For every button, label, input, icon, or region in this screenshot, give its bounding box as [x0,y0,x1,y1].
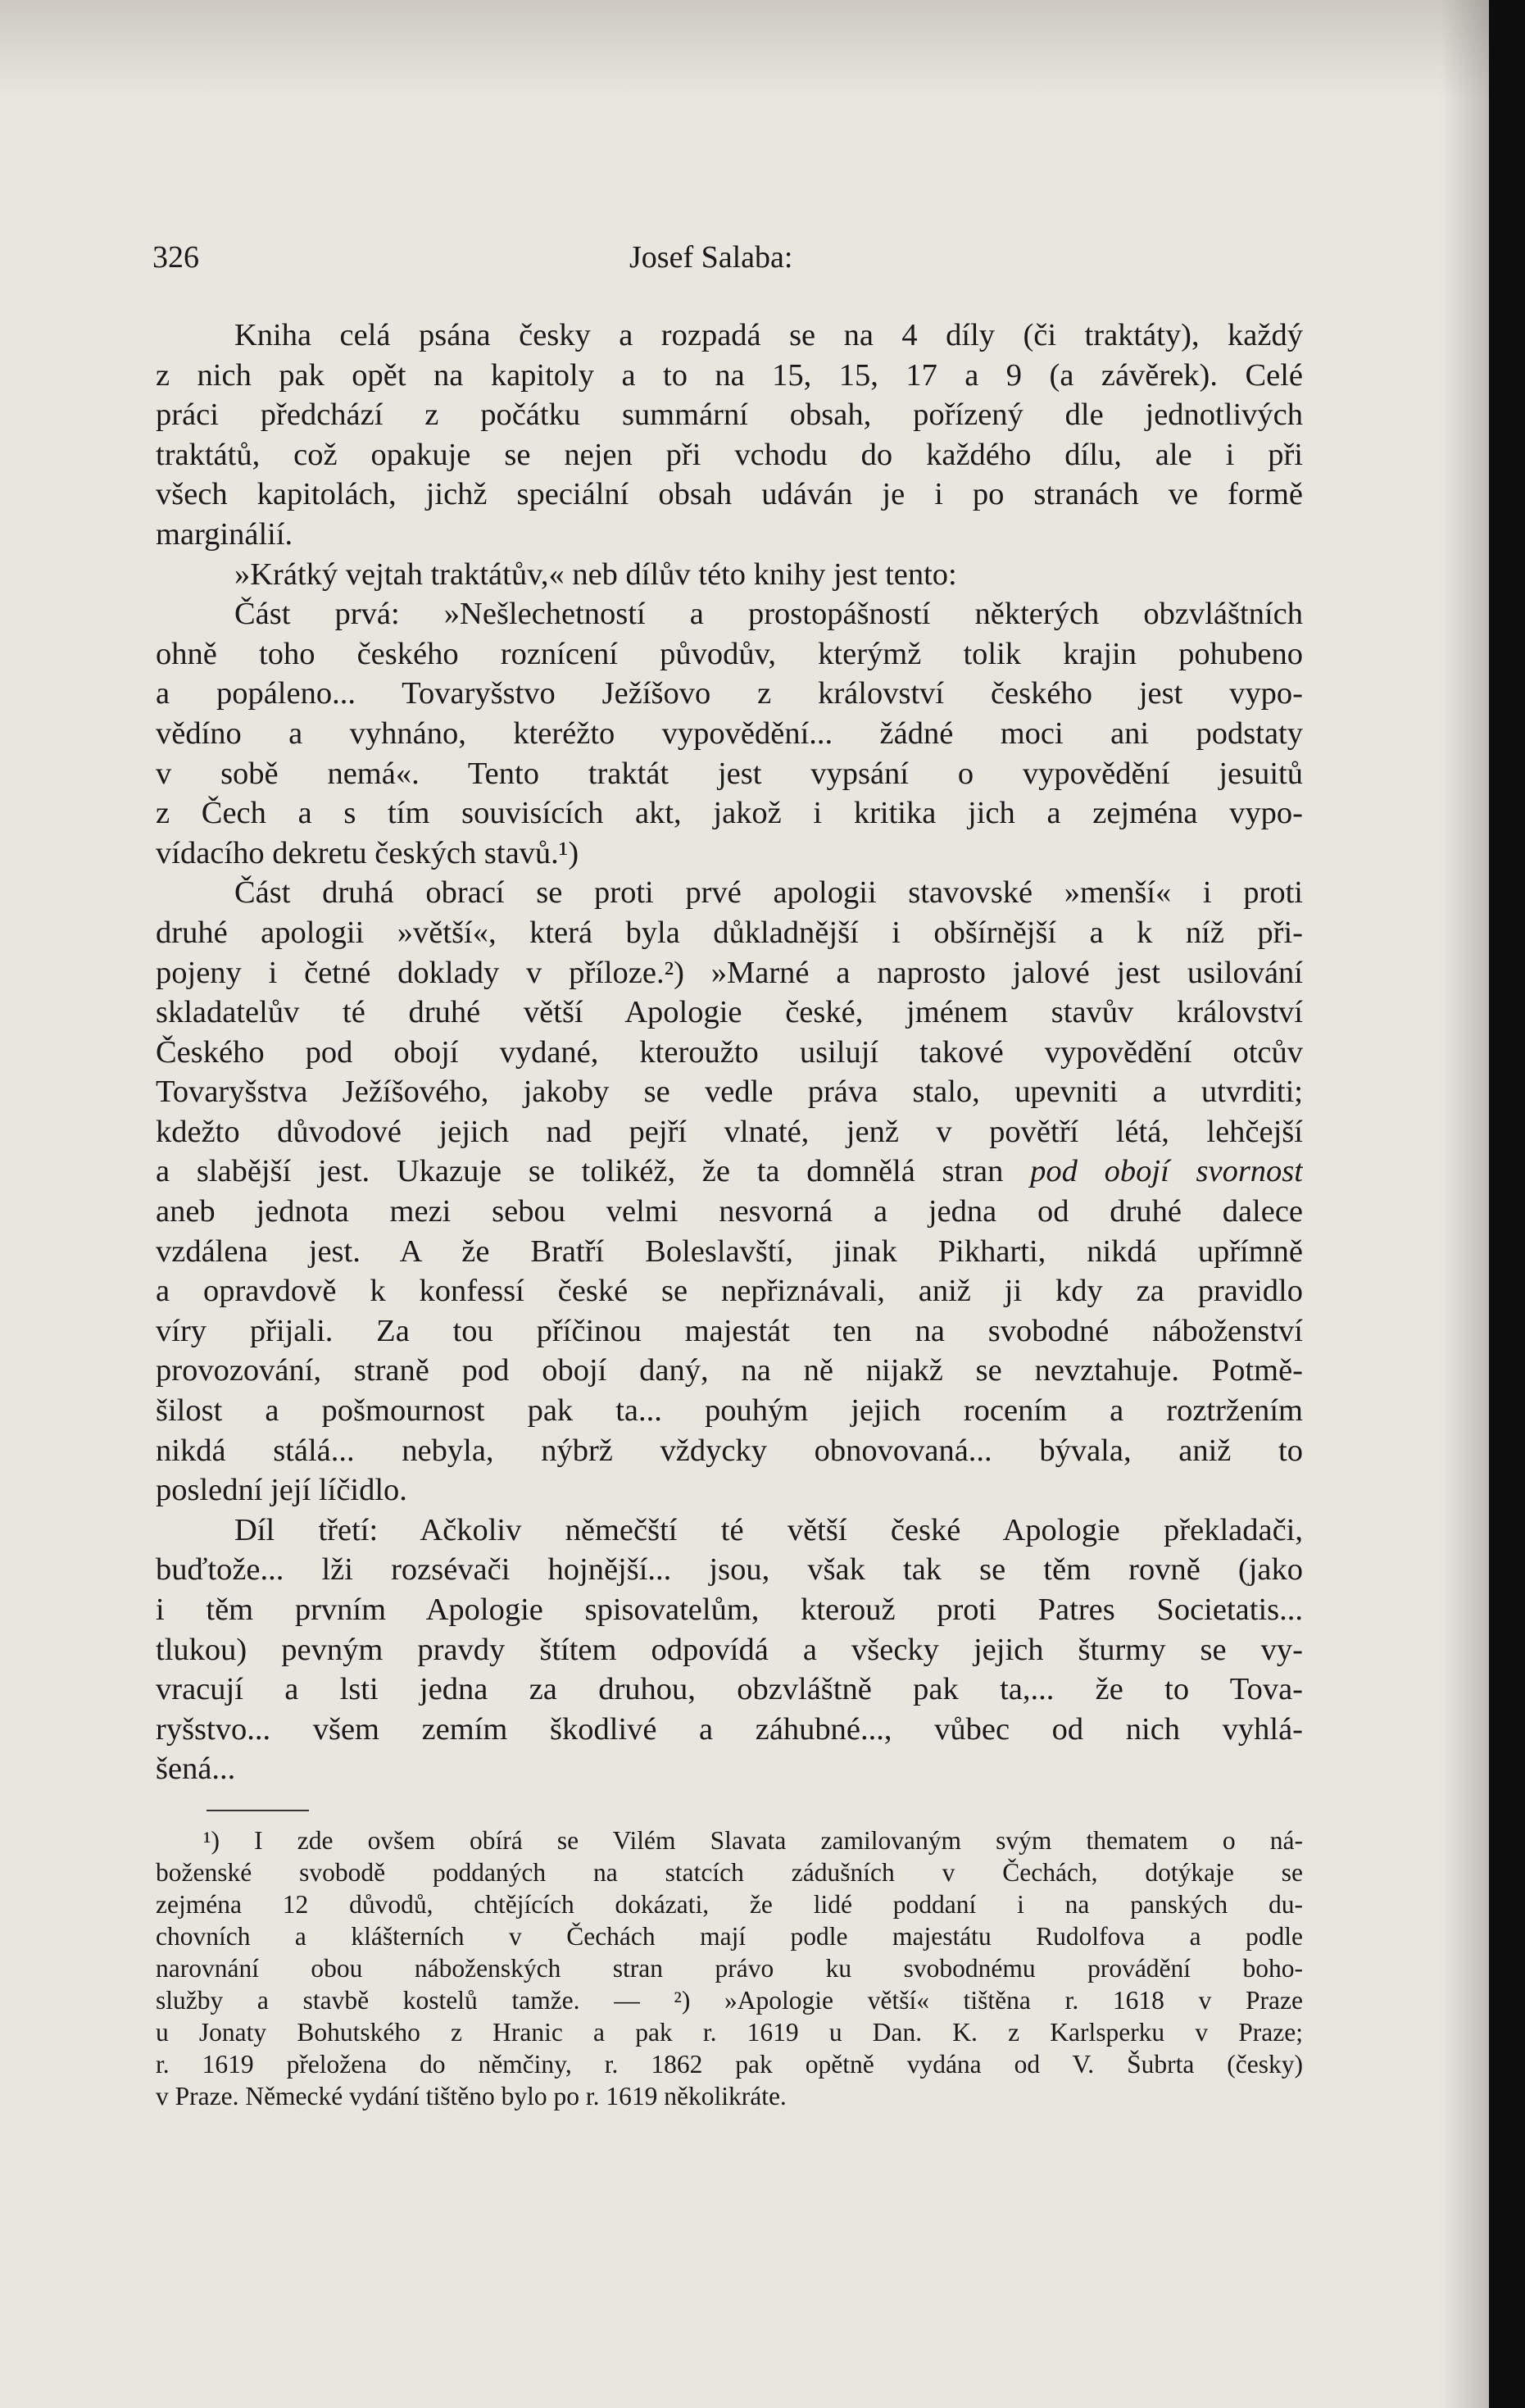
footnote-line: r. 1619 přeložena do němčiny, r. 1862 pak opětně vydána od V. Šubrta (česky) [156,2050,1303,2079]
text-line: vídacího dekretu českých stavů.¹) [156,835,579,870]
scanner-border [1489,0,1525,2408]
text-line: Část druhá obrací se proti prvé apologii stavovské »menší« i proti [234,875,1303,911]
page-number: 326 [152,240,199,275]
text-line: práci předchází z počátku summární obsah, pořízený dle jednotlivých [156,398,1303,433]
footnote-line: v Praze. Německé vydání tištěno bylo po r. 1619 několikráte. [156,2082,787,2110]
footnote-line: u Jonaty Bohutského z Hranic a pak r. 1619 u Dan. K. z Karlsperku v Praze; [156,2018,1303,2047]
footnote-line: služby a stavbě kostelů tamže. — ²) »Apologie větší« tištěna r. 1618 v Praze [156,1986,1303,2015]
running-header [152,239,1300,280]
text-line: poslední její líčidlo. [156,1473,407,1508]
footnote-separator [207,1810,309,1811]
footnotes [156,1824,1303,2112]
text-line: pojeny i četné doklady v příloze.²) »Marné a naprosto jalové jest usilování [156,955,1303,990]
text-line: z Čech a s tím souvisících akt, jakož i kritika jich a zejména vypo- [156,796,1303,831]
text-line: šená... [156,1751,236,1787]
body-text [156,316,1303,1789]
text-line: marginálií. [156,516,293,552]
scan-edge-shading [1440,0,1489,2408]
footnote-line: boženské svobodě poddaných na statcích zádušních v Čechách, dotýkaje se [156,1858,1303,1887]
text-line: vědíno a vyhnáno, kteréžto vypovědění... žádné moci ani podstaty [156,716,1303,751]
text-line: druhé apologii »větší«, která byla důkladnější i obšírnější a k níž při- [156,915,1303,950]
text-line: kdežto důvodové jejich nad pejří vlnaté, jenž v povětří létá, lehčejší [156,1114,1303,1149]
text-line: provozování, straně pod obojí daný, na ně nijakž se nevztahuje. Potmě- [156,1353,1303,1388]
text-line: vzdálena jest. A že Bratří Boleslavští, jinak Pikharti, nikdá upřímně [156,1234,1303,1269]
text-line: Část prvá: »Nešlechetností a prostopášností některých obzvláštních [234,597,1303,632]
text-line: »Krátký vejtah traktátův,« neb dílův této knihy jest tento: [234,557,957,592]
text-line: i těm prvním Apologie spisovatelům, kterouž proti Patres Societatis... [156,1592,1303,1627]
text-line: ohně toho českého roznícení původův, kterýmž tolik krajin pohubeno [156,636,1303,671]
text-line: skladatelův té druhé větší Apologie české, jménem stavův království [156,995,1303,1030]
running-title: Josef Salaba: [629,240,793,275]
text-line: šilost a pošmournost pak ta... pouhým jejich rocením a roztržením [156,1393,1303,1429]
text-line: tlukou) pevným pravdy štítem odpovídá a všecky jejich šturmy se vy- [156,1632,1303,1667]
text-line: Tovaryšstva Ježíšového, jakoby se vedle práva stalo, upevniti a utvrditi; [156,1075,1303,1110]
text-line: Českého pod obojí vydané, kteroužto usilují takové vypovědění otcův [156,1034,1303,1070]
text-line-with-emphasis [156,1152,1303,1192]
page-shading [0,0,1525,98]
text-line: Kniha celá psána česky a rozpadá se na 4 díly (či traktáty), každý [234,318,1303,352]
text-line: a popáleno... Tovaryšstvo Ježíšovo z království českého jest vypo- [156,676,1303,711]
text-line: Díl třetí: Ačkoliv němečští té větší české Apologie překladači, [234,1512,1303,1547]
text-line: vracují a lsti jedna za druhou, obzvláštně pak ta,... že to Tova- [156,1672,1303,1707]
emphasized-phrase: pod obojí svornost [1030,1154,1303,1189]
text-line: a opravdově k konfessí české se nepřiznávali, aniž ji kdy za pravidlo [156,1274,1303,1309]
text-line: nikdá stálá... nebyla, nýbrž vždycky obnovovaná... bývala, aniž to [156,1433,1303,1468]
text-fragment: a slabější jest. Ukazuje se tolikéž, že ta domnělá stran [156,1154,1004,1189]
text-line: aneb jednota mezi sebou velmi nesvorná a jedna od druhé dalece [156,1194,1303,1229]
text-line: víry přijali. Za tou příčinou majestát ten na svobodné náboženství [156,1313,1303,1348]
footnote-line: ¹) I zde ovšem obírá se Vilém Slavata zamilovaným svým thematem o ná- [203,1826,1303,1855]
text-line: v sobě nemá«. Tento traktát jest vypsání o vypovědění jesuitů [156,756,1303,791]
text-line: buďtože... lži rozsévači hojnější... jsou, však tak se těm rovně (jako [156,1552,1303,1588]
footnote-line: narovnání obou náboženských stran právo ku svobodnému provádění boho- [156,1954,1303,1983]
text-line: traktátů, což opakuje se nejen při vchodu do každého dílu, ale i při [156,437,1303,472]
text-line: všech kapitolách, jichž speciální obsah udáván je i po stranách ve formě [156,477,1303,512]
footnote-line: zejména 12 důvodů, chtějících dokázati, že lidé poddaní i na panských du- [156,1890,1303,1919]
footnote-line: chovních a klášterních v Čechách mají podle majestátu Rudolfova a podle [156,1922,1303,1951]
text-line: ryšstvo... všem zemím škodlivé a záhubné..., vůbec od nich vyhlá- [156,1711,1303,1747]
text-line: z nich pak opět na kapitoly a to na 15, 15, 17 a 9 (a závěrek). Celé [156,357,1303,393]
